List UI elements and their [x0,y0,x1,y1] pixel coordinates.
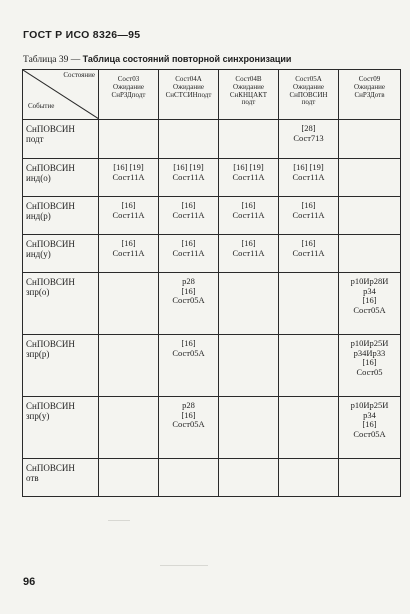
table-cell: [16] Сост11А [99,197,159,235]
table-cell: [16] [19] Сост11А [159,159,219,197]
column-header-cell: Сост04В Ожидание СнКНЦАКТ подт [219,70,279,120]
row-event-label: СнПОВСИН инд(р) [23,197,99,235]
table-cell [339,159,401,197]
table-cell: [16] [19] Сост11А [219,159,279,197]
table-cell: [16] Сост11А [279,235,339,273]
table-cell [99,397,159,459]
table-cell [99,120,159,159]
table-cell [99,335,159,397]
running-header: ГОСТ Р ИСО 8326—95 [23,29,141,41]
row-event-label: СнПОВСИН инд(у) [23,235,99,273]
corner-header-cell [23,70,99,120]
table-row [23,235,401,273]
table-cell [279,273,339,335]
table-cell [99,273,159,335]
table-cell [219,273,279,335]
row-event-label: СнПОВСИН зпр(р) [23,335,99,397]
table-cell: р10Ир28И р34 [16] Сост05А [339,273,401,335]
scan-smudge [108,520,130,521]
column-header-cell: Сост05А Ожидание СнПОВСИН подт [279,70,339,120]
table-row [23,397,401,459]
table-cell: [16] Сост11А [219,235,279,273]
table-cell: [16] [19] Сост11А [99,159,159,197]
table-cell [219,459,279,497]
table-cell [279,335,339,397]
state-table [22,69,401,497]
table-row [23,459,401,497]
row-event-label: СнПОВСИН зпр(о) [23,273,99,335]
table-row [23,335,401,397]
row-event-label: СнПОВСИН подт [23,120,99,159]
table-row [23,159,401,197]
row-event-label: СнПОВСИН зпр(у) [23,397,99,459]
table-cell: р10Ир25И р34Ир33 [16] Сост05 [339,335,401,397]
table-caption [23,54,403,65]
row-event-label: СнПОВСИН отв [23,459,99,497]
corner-event-label: Событие [28,102,55,111]
table-header-row [23,70,401,120]
table-cell [339,120,401,159]
table-cell [279,397,339,459]
table-row [23,273,401,335]
table-cell [99,459,159,497]
table-cell: [28] Сост713 [279,120,339,159]
table-cell: р10Ир25И р34 [16] Сост05А [339,397,401,459]
table-cell [279,459,339,497]
scan-smudge [160,565,208,566]
table-cell: р28 [16] Сост05А [159,273,219,335]
table-cell [339,235,401,273]
table-cell: [16] Сост11А [159,235,219,273]
table-cell: р28 [16] Сост05А [159,397,219,459]
table-cell: [16] Сост11А [159,197,219,235]
table-cell [339,197,401,235]
row-event-label: СнПОВСИН инд(о) [23,159,99,197]
column-header-cell: Сост03 Ожидание СнРЗДподт [99,70,159,120]
table-cell [339,459,401,497]
column-header-cell: Сост09 Ожидание СнРЗДотв [339,70,401,120]
page-number: 96 [23,576,36,588]
column-header-cell: Сост04А Ожидание СнСТСИНподт [159,70,219,120]
table-cell: [16] [19] Сост11А [279,159,339,197]
table-cell: [16] Сост05А [159,335,219,397]
table-cell [219,397,279,459]
table-cell [219,335,279,397]
table-row [23,120,401,159]
table-row [23,197,401,235]
table-cell: [16] Сост11А [219,197,279,235]
table-cell [159,120,219,159]
caption-label: Таблица 39 — [23,55,81,65]
table-cell [219,120,279,159]
table-cell [159,459,219,497]
caption-title: Таблица состояний повторной синхронизации [82,54,292,64]
corner-state-label: Состояние [63,71,95,79]
table-cell: [16] Сост11А [279,197,339,235]
table-cell: [16] Сост11А [99,235,159,273]
